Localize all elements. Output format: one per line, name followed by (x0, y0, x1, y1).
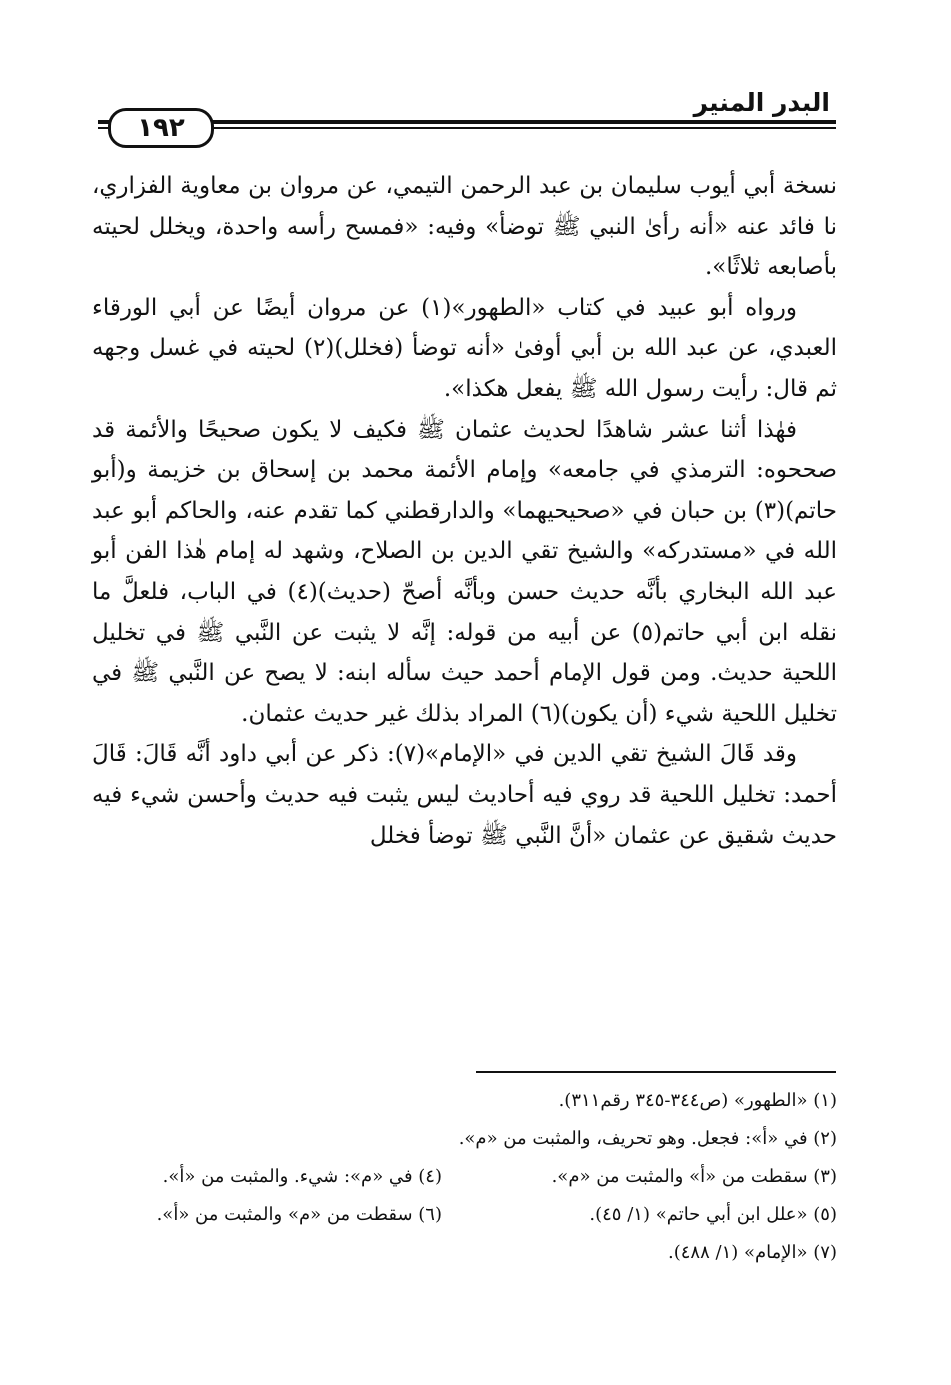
paragraph-3: فهٰذا أثنا عشر شاهدًا لحديث عثمان ﷺ فكيف لا يكون صحيحًا والأئمة قد صححوه: الترمذي في جامعه» وإمام الأئمة محمد بن إسحاق بن خزيمة و(أبو حاتم)(٣) بن حبان في «صحيحيهما» والدارقطني كما تقدم عنه، والحاكم أبو عبد الله في «مستدركه» والشيخ تقي الدين بن الصلاح، وشهد له إمام هٰذا الفن أبو عبد الله البخاري بأنَّه حديث حسن وبأنَّه أصحّ (حديث)(٤) في الباب، فلعلَّ ما نقله ابن أبي حاتم(٥) عن أبيه من قوله: إنَّه لا يثبت عن النَّبي ﷺ في تخليل اللحية حديث. ومن قول الإمام أحمد حيث سأله ابنه: لا يصح عن النَّبي ﷺ في تخليل اللحية شيء (أن يكون)(٦) المراد بذلك غير حديث عثمان. (92, 416, 837, 727)
paragraph-4: وقد قَالَ الشيخ تقي الدين في «الإمام»(٧): ذكر عن أبي داود أنَّه قَالَ: قَالَ أحمد: تخليل اللحية قد روي فيه أحاديث ليس يثبت فيه حديث وأحسن شيء فيه حديث شقيق عن عثمان «أنَّ النَّبي ﷺ توضأ فخلل (92, 741, 837, 849)
footnote-7: (٧) «الإمام» (١/ ٤٨٨). (668, 1242, 837, 1263)
footnote-separator (476, 1071, 836, 1073)
footnote-row (92, 1234, 837, 1272)
footnote-6: (٦) سقطت من «م» والمثبت من «أ». (156, 1204, 442, 1225)
footnote-row (92, 1082, 837, 1120)
footnote-row (92, 1120, 837, 1158)
footnote-2: (٢) في «أ»: فجعل. وهو تحريف، والمثبت من «م». (458, 1128, 837, 1149)
footnote-4: (٤) في «م»: شيء. والمثبت من «أ». (162, 1166, 442, 1187)
footnotes (92, 1082, 837, 1272)
footnote-1: (١) «الطهور» (ص٣٤٤-٣٤٥ رقم٣١١). (558, 1090, 837, 1111)
footnote-5: (٥) «علل ابن أبي حاتم» (١/ ٤٥). (589, 1204, 837, 1225)
page-number-badge: ١٩٢ (108, 108, 214, 148)
footnote-row (92, 1196, 837, 1234)
footnote-3: (٣) سقطت من «أ» والمثبت من «م». (551, 1166, 837, 1187)
paragraph-2: ورواه أبو عبيد في كتاب «الطهور»(١) عن مروان أيضًا عن أبي الورقاء العبدي، عن عبد الله بن أبي أوفىٰ «أنه توضأ (فخلل)(٢) لحيته في غسل وجهه ثم قال: رأيت رسول الله ﷺ يفعل هكذا». (92, 294, 838, 402)
running-title: البدر المنير (693, 88, 830, 117)
main-text (92, 166, 837, 856)
paragraph-1: نسخة أبي أيوب سليمان بن عبد الرحمن التيمي، عن مروان بن معاوية الفزاري، نا فائد عنه «أنه رأىٰ النبي ﷺ توضأ» وفيه: «فمسح رأسه واحدة، ويخلل لحيته بأصابعه ثلاثًا». (92, 173, 837, 281)
footnote-row (92, 1158, 837, 1196)
